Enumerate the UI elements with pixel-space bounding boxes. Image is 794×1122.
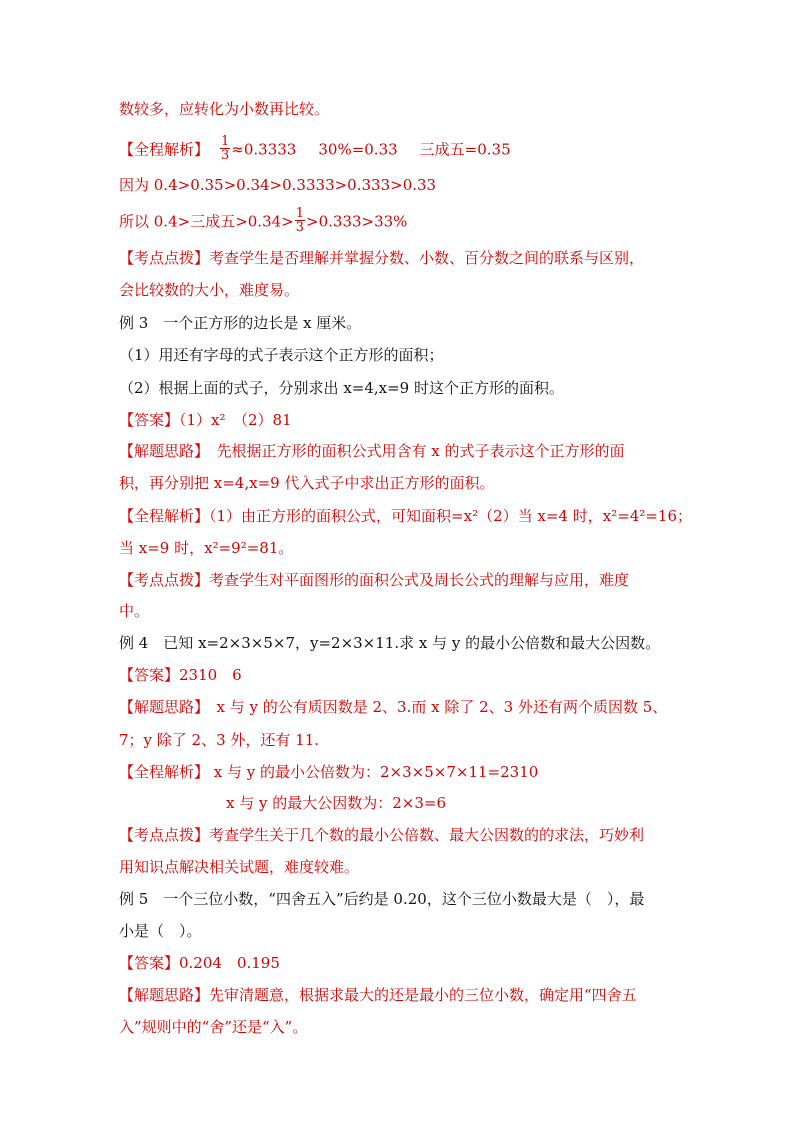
answer-line: 【答案】（1）x² （2）81 bbox=[119, 411, 292, 429]
text-line: x 与 y 的最大公因数为：2×3=6 bbox=[226, 794, 447, 812]
answer-line: 【答案】0.204 0.195 bbox=[119, 954, 280, 972]
example-3-title: 例 3 一个正方形的边长是 x 厘米。 bbox=[119, 314, 362, 332]
example-4-title: 例 4 已知 x=2×3×5×7，y=2×3×11.求 x 与 y 的最小公倍数和最大公因数。 bbox=[119, 634, 661, 652]
solution-idea-line: 【解题思路】先审清题意，根据求最大的还是最小的三位小数，确定用“四舍五 bbox=[119, 986, 637, 1004]
text-line: 当 x=9 时，x²=9²=81。 bbox=[119, 539, 294, 557]
text-line: 入”规则中的“舍”还是“入”。 bbox=[119, 1018, 308, 1036]
text-line: 用知识点解决相关试题，难度较难。 bbox=[119, 858, 360, 876]
key-point-line: 【考点点拨】考查学生关于几个数的最小公倍数、最大公因数的的求法，巧妙利 bbox=[119, 826, 645, 844]
text-line: 会比较数的大小，难度易。 bbox=[119, 281, 300, 299]
question-line: （1）用还有字母的式子表示这个正方形的面积； bbox=[119, 346, 444, 364]
text-line: 因为 0.4>0.35>0.34>0.3333>0.333>0.33 bbox=[119, 176, 437, 194]
text-line: 数较多，应转化为小数再比较。 bbox=[119, 100, 330, 118]
full-analysis-line: 【全程解析】 $\frac{1}{3}$ ≈0.3333 30%=0.33 三成五=0.35 bbox=[119, 134, 511, 163]
full-analysis-line: 【全程解析】 x 与 y 的最小公倍数为：2×3×5×7×11=2310 bbox=[119, 763, 539, 781]
question-line: （2）根据上面的式子，分别求出 x=4,x=9 时这个正方形的面积。 bbox=[119, 379, 564, 397]
text-line: 所以 0.4>三成五>0.34> $\frac{1}{3}$ >0.333>33% bbox=[119, 206, 408, 235]
key-point-line: 【考点点拨】考查学生是否理解并掌握分数、小数、百分数之间的联系与区别， bbox=[119, 249, 645, 267]
text-line: 中。 bbox=[119, 602, 150, 620]
section-tag: 【全程解析】 bbox=[119, 140, 210, 159]
text-line: 积，再分别把 x=4,x=9 代入式子中求出正方形的面积。 bbox=[119, 474, 495, 492]
example-5-title: 例 5 一个三位小数，“四舍五入”后约是 0.20，这个三位小数最大是（ ），最 bbox=[119, 890, 645, 908]
solution-idea-line: 【解题思路】 先根据正方形的面积公式用含有 x 的式子表示这个正方形的面 bbox=[119, 442, 625, 460]
text-line: 7；y 除了 2、3 外，还有 11. bbox=[119, 731, 320, 749]
question-line: 小是（ ）。 bbox=[119, 922, 202, 940]
full-analysis-line: 【全程解析】（1）由正方形的面积公式，可知面积=x²（2）当 x=4 时，x²=4²=16； bbox=[119, 507, 692, 525]
key-point-line: 【考点点拨】考查学生对平面图形的面积公式及周长公式的理解与应用，难度 bbox=[119, 571, 630, 589]
fraction-one-third: $\frac{1}{3}$ bbox=[221, 134, 230, 163]
answer-line: 【答案】2310 6 bbox=[119, 666, 242, 684]
fraction-one-third: $\frac{1}{3}$ bbox=[295, 206, 305, 235]
solution-idea-line: 【解题思路】 x 与 y 的公有质因数是 2、3.而 x 除了 2、3 外还有两个质因数 5、 bbox=[119, 698, 668, 716]
